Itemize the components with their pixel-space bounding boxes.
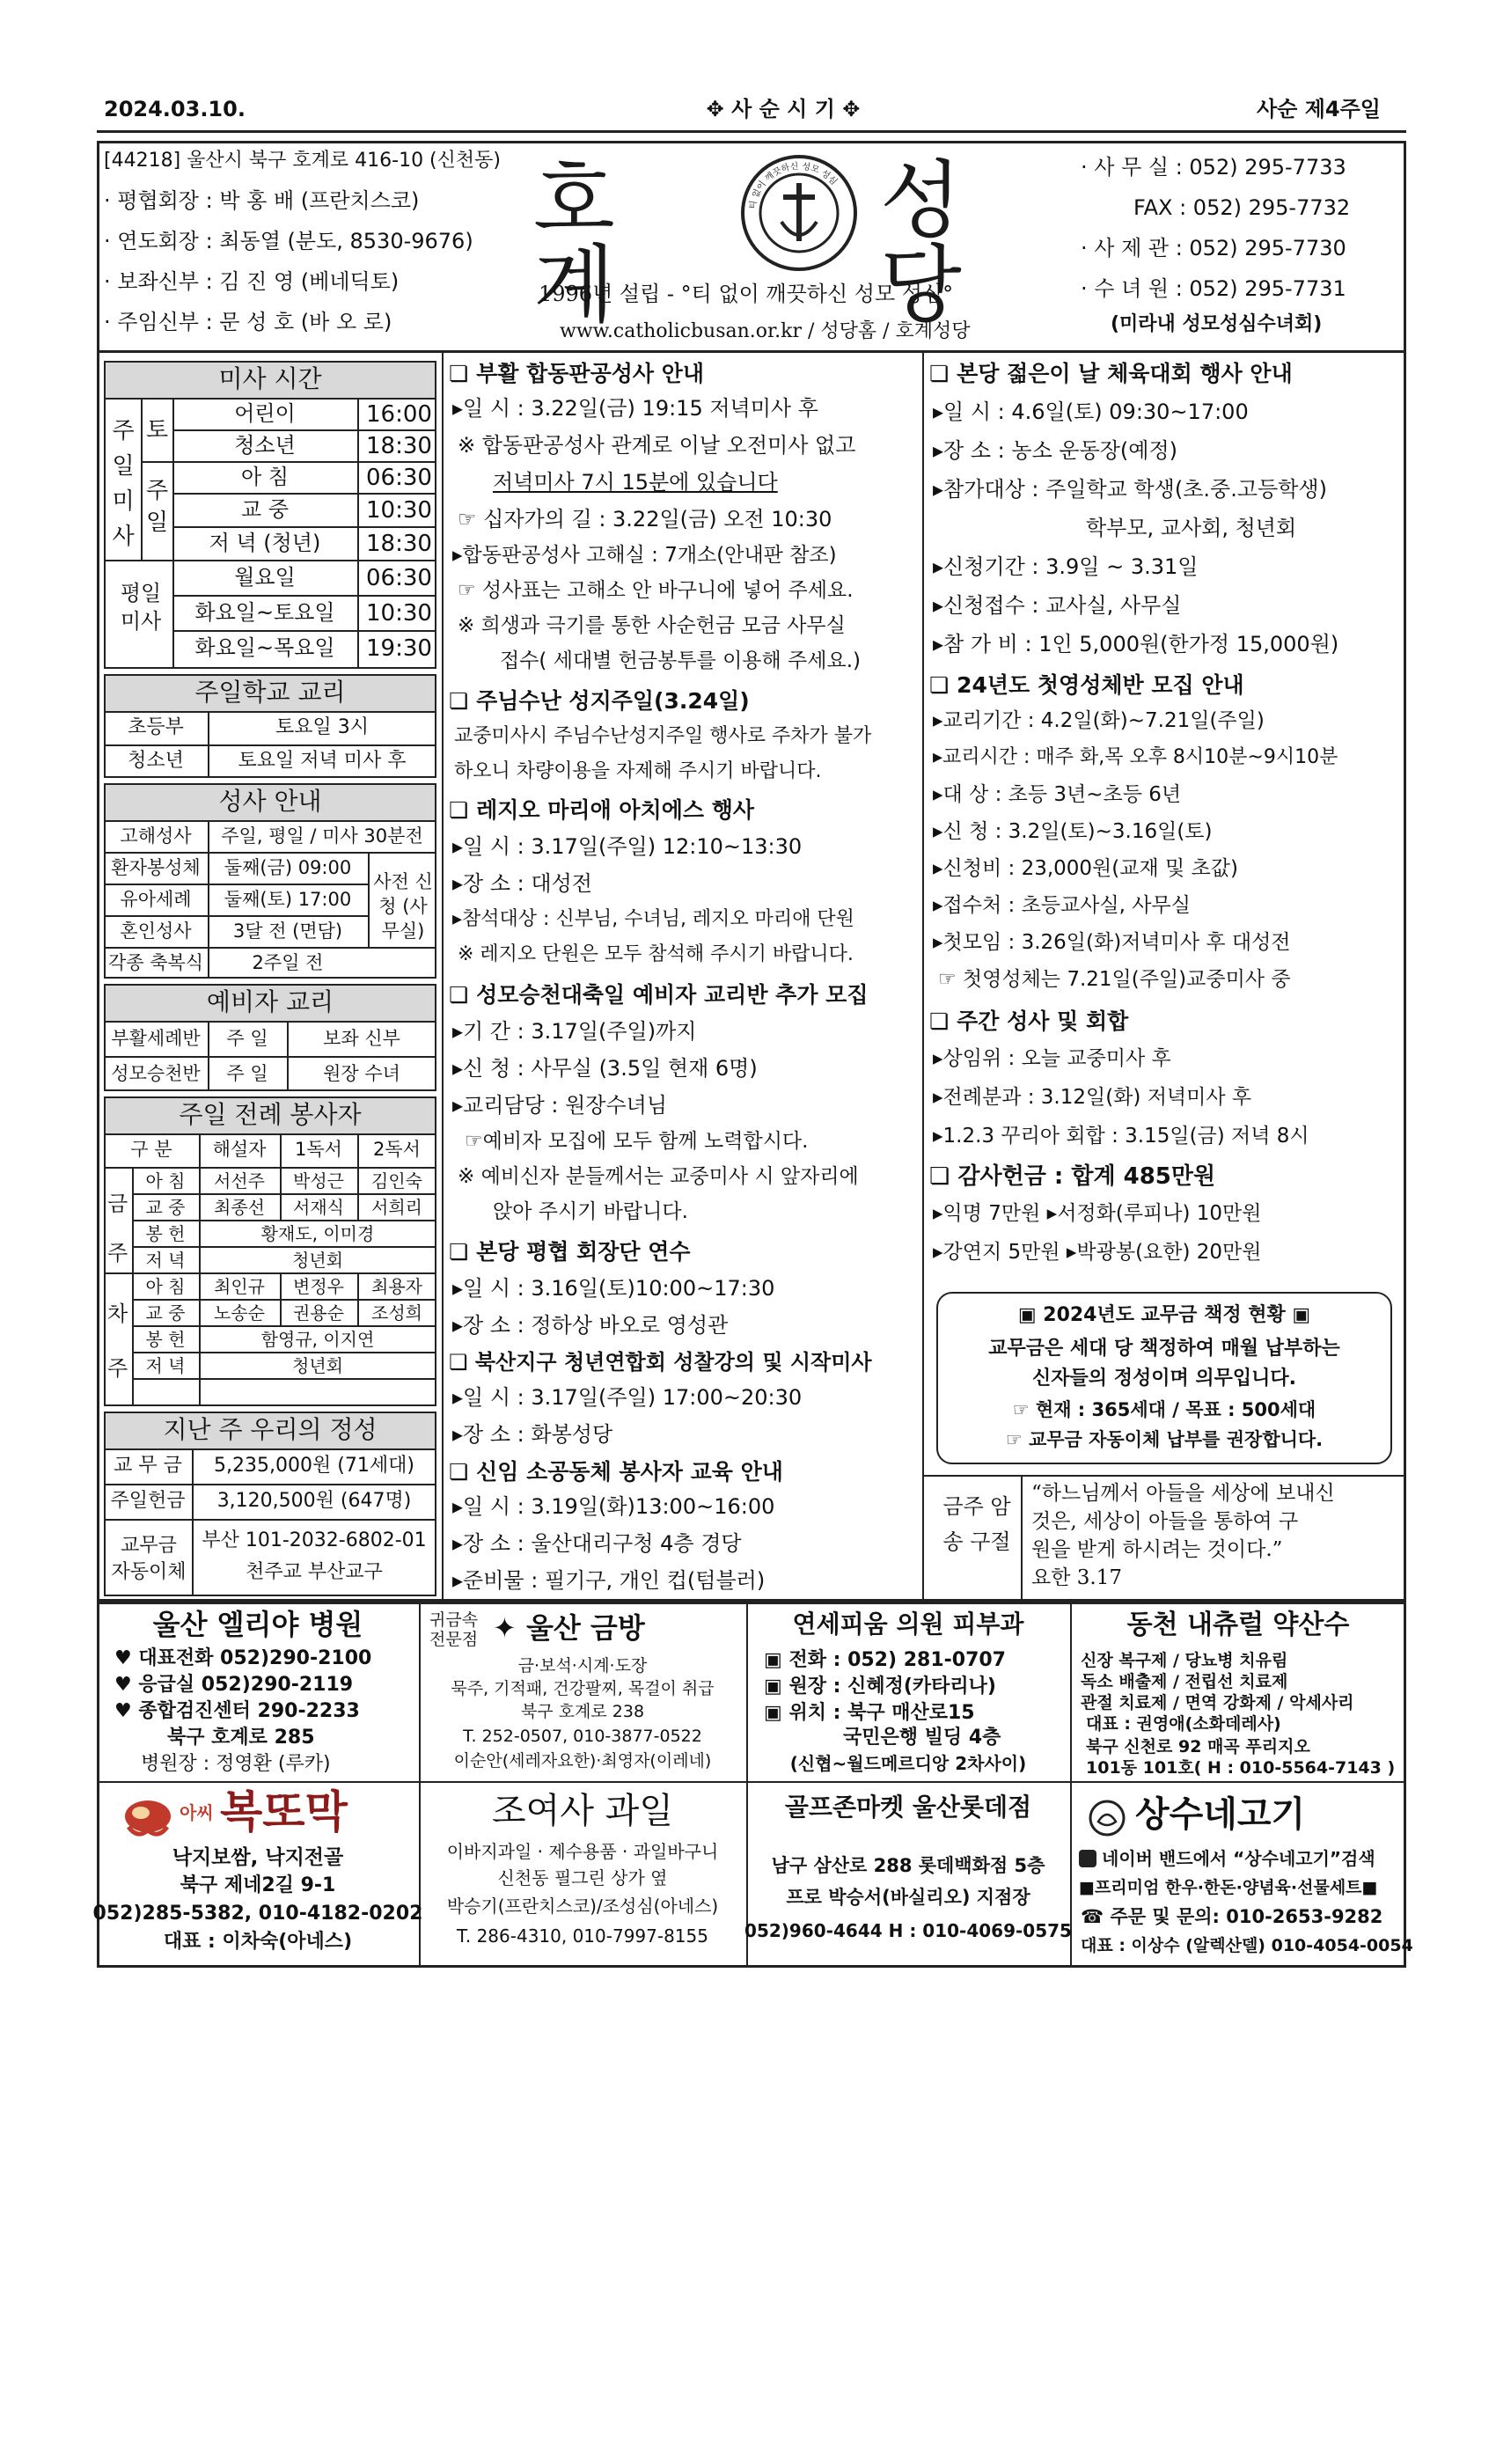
contact-rectory: · 사 제 관 : 052) 295-7730 bbox=[1081, 236, 1346, 260]
title-right: 성당 bbox=[880, 151, 962, 334]
right-0-line-4: ▸신청기간 : 3.9일 ~ 3.31일 bbox=[933, 554, 1199, 579]
ad-clinic-line-3: 국민은행 빌딩 4층 bbox=[843, 1727, 1001, 1749]
ad-golf-line-1: 프로 박승서(바실리오) 지점장 bbox=[786, 1887, 1030, 1908]
meat-logo-icon bbox=[1088, 1799, 1126, 1837]
convent-name: (미라내 성모성심수녀회) bbox=[1111, 313, 1323, 335]
lit-w2-am-c: 최인규 bbox=[214, 1276, 265, 1297]
cat-easter-teacher: 보좌 신부 bbox=[323, 1028, 400, 1049]
lit-w1-am-r2: 김인숙 bbox=[371, 1170, 422, 1192]
staff-2: · 연도회장 : 최동열 (분도, 8530-9676) bbox=[104, 229, 473, 253]
finance-title: 지난 주 우리의 정성 bbox=[163, 1415, 378, 1444]
lit-w2-main-c: 노송순 bbox=[214, 1302, 265, 1324]
ad-hospital-title: 울산 엘리야 병원 bbox=[152, 1608, 363, 1641]
lit-w1-main-c: 최종선 bbox=[214, 1197, 265, 1218]
ad-water-title: 동천 내츄럴 약산수 bbox=[1126, 1610, 1350, 1640]
ad-water-line-0: 신장 복구제 / 당뇨병 치유림 bbox=[1081, 1651, 1288, 1670]
ad-restaurant-line-0: 낙지보쌈, 낙지전골 bbox=[172, 1846, 344, 1869]
mass-evening-time: 18:30 bbox=[366, 531, 432, 557]
fin-tithe-label: 교 무 금 bbox=[114, 1455, 182, 1477]
verse-label: 금주 암송 구절 bbox=[942, 1494, 1011, 1554]
ad-hospital-line-1: ♥ 응급실 052)290-2119 bbox=[114, 1674, 354, 1696]
lit-w2-am-r1: 변정우 bbox=[293, 1276, 344, 1297]
contact-fax: FAX : 052) 295-7732 bbox=[1133, 195, 1351, 220]
ad-water-line-4: 북구 신천로 92 매곡 푸리지오 bbox=[1086, 1737, 1310, 1756]
mid-2-line-1: ▸장 소 : 대성전 bbox=[452, 871, 592, 896]
fin-auto-bank: 천주교 부산교구 bbox=[246, 1561, 383, 1583]
mid-0-line-7: 접수( 세대별 헌금봉투를 이용해 주세요.) bbox=[500, 649, 861, 672]
lit-w1-main: 교 중 bbox=[145, 1197, 186, 1218]
right-1-line-2: ▸대 상 : 초등 3년~초등 6년 bbox=[933, 783, 1182, 806]
lit-head-div: 구 분 bbox=[130, 1139, 172, 1160]
ad-water-line-1: 독소 배출제 / 전립선 치료제 bbox=[1081, 1672, 1288, 1691]
mid-5-line-0: ▸일 시 : 3.17일(주일) 17:00~20:30 bbox=[452, 1385, 803, 1410]
mid-5-line-1: ▸장 소 : 화봉성당 bbox=[452, 1422, 613, 1447]
lit-w1-offer: 황재도, 이미경 bbox=[260, 1223, 375, 1244]
mid-2-heading: ❏ 레지오 마리애 아치에스 행사 bbox=[449, 797, 755, 823]
ad-meat-line-1: ■프리미엄 한우·한돈·양념육·선물세트■ bbox=[1079, 1878, 1378, 1897]
cat-assumption-teacher: 원장 수녀 bbox=[323, 1063, 400, 1084]
octopus-logo-icon bbox=[120, 1797, 176, 1841]
ad-golf-line-0: 남구 삼산로 288 롯데백화점 5층 bbox=[771, 1855, 1045, 1876]
right-2-line-0: ▸상임위 : 오늘 교중미사 후 bbox=[933, 1047, 1171, 1070]
sunday-mass-label: 주일미사 bbox=[112, 418, 135, 550]
fin-tithe-amount: 5,235,000원 (71세대) bbox=[214, 1455, 414, 1477]
sacr-baptism-time: 둘째(토) 17:00 bbox=[224, 889, 352, 910]
sacr-confession-time: 주일, 평일 / 미사 30분전 bbox=[221, 825, 423, 847]
liturgy-title: 주일 전례 봉사자 bbox=[179, 1100, 362, 1129]
lit-head-commentator: 해설자 bbox=[212, 1139, 267, 1160]
right-1-line-4: ▸신청비 : 23,000원(교재 및 초값) bbox=[933, 857, 1238, 880]
sacr-sick-time: 둘째(금) 09:00 bbox=[224, 857, 352, 878]
staff-4: · 주임신부 : 문 성 호 (바 오 로) bbox=[104, 310, 392, 334]
right-2-line-2: ▸1.2.3 꾸리아 회합 : 3.15일(금) 저녁 8시 bbox=[933, 1125, 1309, 1148]
mid-0-heading: ❏ 부활 합동판공성사 안내 bbox=[449, 361, 705, 386]
mass-youth: 청소년 bbox=[234, 433, 296, 458]
ad-water-line-5: 101동 101호( H : 010-5564-7143 ) bbox=[1086, 1758, 1396, 1778]
lit-w1-am: 아 침 bbox=[145, 1170, 186, 1192]
ad-water-line-2: 관절 치료제 / 면역 강화제 / 악세사리 bbox=[1081, 1693, 1354, 1712]
fin-offer-label: 주일헌금 bbox=[110, 1490, 186, 1512]
ad-water-line-3: 대표 : 권영애(소화데레사) bbox=[1086, 1714, 1281, 1734]
ad-meat-title: 상수네고기 bbox=[1135, 1793, 1306, 1835]
lit-w2-offer-label: 봉 헌 bbox=[145, 1329, 186, 1350]
mass-title: 미사 시간 bbox=[218, 364, 322, 393]
right-2-line-1: ▸전례분과 : 3.12일(화) 저녁미사 후 bbox=[933, 1086, 1252, 1109]
mid-6-line-2: ▸준비물 : 필기구, 개인 컵(텀블러) bbox=[452, 1568, 766, 1593]
mid-0-line-2: 저녁미사 7시 15분에 있습니다 bbox=[493, 470, 778, 495]
right-1-line-5: ▸접수처 : 초등교사실, 사무실 bbox=[933, 894, 1191, 917]
cat-easter: 부활세례반 bbox=[111, 1028, 201, 1049]
right-0-line-1: ▸장 소 : 농소 운동장(예정) bbox=[933, 438, 1178, 463]
mass-morning: 아 침 bbox=[241, 465, 289, 489]
lit-w2-main: 교 중 bbox=[145, 1302, 186, 1324]
right-0-line-2: ▸참가대상 : 주일학교 학생(초.중.고등학생) bbox=[933, 477, 1327, 502]
lit-w1-main-r2: 서희리 bbox=[371, 1197, 422, 1218]
mid-6-line-0: ▸일 시 : 3.19일(화)13:00~16:00 bbox=[452, 1494, 775, 1519]
cat-easter-day: 주 일 bbox=[226, 1028, 268, 1049]
ad-hospital-line-4: 병원장 : 정영환 (루카) bbox=[141, 1753, 331, 1775]
sacr-blessing-time: 2주일 전 bbox=[252, 952, 324, 973]
mass-main: 교 중 bbox=[241, 497, 289, 522]
ad-fruit-title: 조여사 과일 bbox=[492, 1791, 673, 1831]
ad-restaurant-line-3: 대표 : 이차숙(아네스) bbox=[163, 1931, 353, 1953]
mid-2-line-3: ※ 레지오 단원은 모두 참석해 주시기 바랍니다. bbox=[458, 943, 854, 965]
ad-fruit-line-1: 신천동 필그린 상가 옆 bbox=[497, 1867, 668, 1888]
mid-3-line-1: ▸신 청 : 사무실 (3.5일 현재 6명) bbox=[452, 1056, 758, 1081]
verse-line-3: 요한 3.17 bbox=[1031, 1566, 1122, 1589]
ad-golf-line-2: 052)960-4644 H : 010-4069-0575 bbox=[744, 1920, 1072, 1941]
mass-children: 어린이 bbox=[234, 401, 296, 426]
right-3-heading: ❏ 감사헌금 : 합계 485만원 bbox=[929, 1163, 1216, 1190]
saturday-label: 토 bbox=[146, 417, 169, 444]
ad-restaurant-line-1: 북구 제네2길 9-1 bbox=[180, 1874, 336, 1896]
sacr-confession: 고해성사 bbox=[120, 825, 192, 847]
ad-meat-line-2: ☎ 주문 및 문의: 010-2653-9282 bbox=[1081, 1906, 1383, 1927]
tithe-title: ▣ 2024년도 교무금 책정 현황 ▣ bbox=[1017, 1304, 1311, 1326]
cat-assumption: 성모승천반 bbox=[111, 1063, 201, 1084]
mid-0-line-5: ☞ 성사표는 고해소 안 바구니에 넣어 주세요. bbox=[458, 579, 854, 602]
right-0-line-0: ▸일 시 : 4.6일(토) 09:30~17:00 bbox=[933, 400, 1249, 424]
weekday-tue-thu-time: 19:30 bbox=[366, 635, 432, 662]
contact-convent: · 수 녀 원 : 052) 295-7731 bbox=[1081, 276, 1346, 301]
lit-w2-main-r2: 조성희 bbox=[371, 1302, 422, 1324]
website[interactable]: www.catholicbusan.or.kr / 성당홈 / 호계성당 bbox=[560, 320, 971, 342]
staff-3: · 보좌신부 : 김 진 영 (베네딕토) bbox=[104, 269, 400, 294]
school-youth-time: 토요일 저녁 미사 후 bbox=[238, 750, 407, 772]
right-3-line-0: ▸익명 7만원 ▸서정화(루피나) 10만원 bbox=[933, 1202, 1262, 1225]
mid-4-line-0: ▸일 시 : 3.16일(토)10:00~17:30 bbox=[452, 1276, 775, 1301]
right-1-line-1: ▸교리시간 : 매주 화,목 오후 8시10분~9시10분 bbox=[933, 746, 1338, 768]
school-youth: 청소년 bbox=[128, 750, 184, 772]
issue-date: 2024.03.10. bbox=[104, 97, 246, 121]
tithe-line-3: ☞ 교무금 자동이체 납부를 권장합니다. bbox=[1005, 1429, 1324, 1450]
ad-meat-line-0: 네이버 밴드에서 “상수네고기”검색 bbox=[1102, 1848, 1375, 1869]
mass-children-time: 16:00 bbox=[366, 401, 432, 428]
mid-3-line-2: ▸교리담당 : 원장수녀님 bbox=[452, 1093, 668, 1118]
mid-3-heading: ❏ 성모승천대축일 예비자 교리반 추가 모집 bbox=[449, 982, 869, 1008]
mass-youth-time: 18:30 bbox=[366, 433, 432, 459]
mid-5-heading: ❏ 북산지구 청년연합회 성찰강의 및 시작미사 bbox=[449, 1350, 872, 1375]
ad-clinic-line-0: ▣ 전화 : 052) 281-0707 bbox=[764, 1649, 1006, 1671]
right-3-line-1: ▸강연지 5만원 ▸박광봉(요한) 20만원 bbox=[933, 1241, 1262, 1264]
weekday-mon: 월요일 bbox=[234, 565, 296, 590]
mid-6-line-1: ▸장 소 : 울산대리구청 4층 경당 bbox=[452, 1531, 742, 1556]
mid-3-line-3: ☞예비자 모집에 모두 함께 노력합시다. bbox=[465, 1130, 809, 1153]
sunday-label: 주일 bbox=[146, 478, 169, 536]
title-left: 호계 bbox=[533, 151, 615, 334]
fin-offer-amount: 3,120,500원 (647명) bbox=[216, 1490, 412, 1512]
right-0-line-5: ▸신청접수 : 교사실, 사무실 bbox=[933, 593, 1182, 618]
founded: 1996년 설립 - °티 없이 깨끗하신 성모 성심° bbox=[539, 282, 954, 306]
lit-w1-am-c: 서선주 bbox=[214, 1170, 265, 1192]
mid-2-line-0: ▸일 시 : 3.17일(주일) 12:10~13:30 bbox=[452, 834, 803, 859]
weekday-mon-time: 06:30 bbox=[366, 565, 432, 591]
right-0-heading: ❏ 본당 젊은이 날 체육대회 행사 안내 bbox=[929, 361, 1293, 386]
tithe-line-0: 교무금은 세대 당 책정하여 매월 납부하는 bbox=[988, 1338, 1340, 1360]
sacr-baptism: 유아세례 bbox=[120, 889, 192, 910]
ad-clinic-line-1: ▣ 원장 : 신혜정(카타리나) bbox=[764, 1676, 996, 1698]
fin-auto-label: 교무금 자동이체 bbox=[111, 1535, 187, 1583]
ad-hospital-line-0: ♥ 대표전화 052)290-2100 bbox=[114, 1647, 372, 1669]
weekday-mass-label: 평일미사 bbox=[120, 581, 162, 634]
lit-head-reading1: 1독서 bbox=[295, 1139, 342, 1160]
weekday-tue-sat-time: 10:30 bbox=[366, 600, 432, 627]
ad-fruit-line-2: 박승기(프란치스코)/조성심(아네스) bbox=[446, 1896, 719, 1917]
fin-auto-account: 부산 101-2032-6802-01 bbox=[202, 1529, 427, 1551]
lit-head-reading2: 2독서 bbox=[373, 1139, 421, 1160]
lit-next-week: 차주 bbox=[107, 1302, 128, 1381]
ad-restaurant-title: 복또막 bbox=[220, 1786, 348, 1837]
right-1-line-7: ☞ 첫영성체는 7.21일(주일)교중미사 중 bbox=[938, 968, 1291, 991]
ad-gold-line-4: 이순안(세레자요한)·최영자(이레네) bbox=[453, 1751, 712, 1771]
emblem-text: 티 없이 깨끗하신 성모 성심 bbox=[748, 161, 839, 210]
lit-w2-main-r1: 권용순 bbox=[293, 1302, 344, 1324]
mid-3-line-4: ※ 예비신자 분들께서는 교중미사 시 앞자리에 bbox=[458, 1165, 859, 1188]
right-2-heading: ❏ 주간 성사 및 회합 bbox=[929, 1008, 1129, 1034]
liturgical-season: ✥ 사 순 시 기 ✥ bbox=[706, 97, 861, 121]
weekday-tue-sat: 화요일~토요일 bbox=[194, 600, 335, 625]
mass-main-time: 10:30 bbox=[366, 497, 432, 524]
ad-gold-pre: 귀금속 전문점 bbox=[429, 1610, 479, 1649]
mid-6-heading: ❏ 신임 소공동체 봉사자 교육 안내 bbox=[449, 1459, 783, 1485]
ad-restaurant-pre: 아씨 bbox=[180, 1802, 214, 1823]
mid-0-line-1: ※ 합동판공성사 관계로 이날 오전미사 없고 bbox=[458, 433, 856, 458]
sacr-marriage-time: 3달 전 (면담) bbox=[232, 920, 343, 942]
mid-3-line-5: 앉아 주시기 바랍니다. bbox=[493, 1200, 688, 1223]
mid-0-line-3: ☞ 십자가의 길 : 3.22일(금) 오전 10:30 bbox=[458, 507, 832, 532]
right-1-line-0: ▸교리기간 : 4.2일(화)~7.21일(주일) bbox=[933, 709, 1265, 732]
weekday-tue-thu: 화요일~목요일 bbox=[194, 635, 335, 660]
right-0-line-6: ▸참 가 비 : 1인 5,000원(한가정 15,000원) bbox=[933, 632, 1339, 656]
right-1-line-3: ▸신 청 : 3.2일(토)~3.16일(토) bbox=[933, 820, 1213, 843]
school-elem: 초등부 bbox=[128, 716, 184, 738]
sacr-sick: 환자봉성체 bbox=[111, 857, 201, 878]
ad-gold-line-0: 금·보석·시계·도장 bbox=[517, 1656, 648, 1676]
contact-office: · 사 무 실 : 052) 295-7733 bbox=[1081, 155, 1346, 180]
ad-fruit-line-3: T. 286-4310, 010-7997-8155 bbox=[457, 1925, 708, 1947]
mid-0-line-4: ▸합동판공성사 고해실 : 7개소(안내판 참조) bbox=[452, 544, 837, 567]
sacrament-title: 성사 안내 bbox=[218, 787, 322, 816]
mid-4-line-1: ▸장 소 : 정하상 바오로 영성관 bbox=[452, 1313, 729, 1338]
mass-evening: 저 녁 (청년) bbox=[209, 531, 321, 555]
right-0-line-3: 학부모, 교사회, 청년회 bbox=[1086, 516, 1297, 540]
sacr-marriage: 혼인성사 bbox=[120, 920, 192, 942]
mid-0-line-6: ※ 희생과 극기를 통한 사순헌금 모금 사무실 bbox=[458, 614, 846, 637]
mid-3-line-0: ▸기 간 : 3.17일(주일)까지 bbox=[452, 1019, 697, 1044]
ad-fruit-line-0: 이바지과일 · 제수용품 · 과일바구니 bbox=[446, 1841, 719, 1862]
ad-restaurant-line-2: 052)285-5382, 010-4182-0202 bbox=[92, 1903, 423, 1925]
ad-meat-line-3: 대표 : 이상수 (알렉산델) 010-4054-0054 bbox=[1081, 1936, 1413, 1955]
right-1-line-6: ▸첫모임 : 3.26일(화)저녁미사 후 대성전 bbox=[933, 931, 1291, 954]
lit-w1-am-r1: 박성근 bbox=[293, 1170, 344, 1192]
ad-gold-line-1: 묵주, 기적패, 건강팔찌, 목걸이 취급 bbox=[451, 1679, 715, 1698]
ad-clinic-line-4: (신협~월드메르디앙 2차사이) bbox=[789, 1753, 1027, 1774]
catechumen-title: 예비자 교리 bbox=[206, 987, 334, 1016]
mid-0-line-0: ▸일 시 : 3.22일(금) 19:15 저녁미사 후 bbox=[452, 396, 818, 421]
cat-assumption-day: 주 일 bbox=[226, 1063, 268, 1084]
mid-4-heading: ❏ 본당 평협 회장단 연수 bbox=[449, 1239, 691, 1265]
lit-w1-eve-label: 저 녁 bbox=[145, 1250, 186, 1271]
tithe-line-2: ☞ 현재 : 365세대 / 목표 : 500세대 bbox=[1012, 1399, 1316, 1420]
lit-w1-main-r1: 서재식 bbox=[293, 1197, 344, 1218]
mid-1-line-1: 하오니 차량이용을 자제해 주시기 바랍니다. bbox=[454, 760, 822, 782]
mid-2-line-2: ▸참석대상 : 신부님, 수녀님, 레지오 마리애 단원 bbox=[452, 908, 854, 930]
mid-1-line-0: 교중미사시 주님수난성지주일 행사로 주차가 불가 bbox=[454, 725, 872, 747]
verse-line-2: 원을 받게 하시려는 것이다.” bbox=[1031, 1538, 1283, 1561]
address: [44218] 울산시 북구 호계로 416-10 (신천동) bbox=[104, 150, 501, 172]
sacr-blessing: 각종 축복식 bbox=[107, 952, 204, 973]
lit-w2-offer: 함영규, 이지연 bbox=[260, 1329, 375, 1350]
school-elem-time: 토요일 3시 bbox=[275, 716, 369, 738]
ad-clinic-title: 연세피움 의원 피부과 bbox=[792, 1610, 1024, 1639]
ad-hospital-line-2: ♥ 종합검진센터 290-2233 bbox=[114, 1700, 360, 1722]
week-label: 사순 제4주일 bbox=[1257, 97, 1381, 121]
band-icon bbox=[1079, 1850, 1096, 1867]
verse-line-1: 것은, 세상이 아들을 통하여 구 bbox=[1031, 1510, 1299, 1533]
school-title: 주일학교 교리 bbox=[194, 678, 346, 707]
tithe-line-1: 신자들의 정성이며 의무입니다. bbox=[1032, 1368, 1296, 1390]
ad-gold-line-3: T. 252-0507, 010-3877-0522 bbox=[463, 1727, 702, 1746]
ad-gold-line-2: 북구 호계로 238 bbox=[520, 1702, 645, 1721]
lit-w1-eve: 청년회 bbox=[292, 1250, 343, 1271]
lit-w2-am: 아 침 bbox=[145, 1276, 186, 1297]
lit-w1-offer-label: 봉 헌 bbox=[145, 1223, 186, 1244]
lit-w2-eve: 청년회 bbox=[292, 1355, 343, 1376]
staff-1: · 평협회장 : 박 홍 배 (프란치스코) bbox=[104, 188, 420, 213]
ad-gold-title: ✦ 울산 금방 bbox=[493, 1611, 645, 1645]
ad-clinic-line-2: ▣ 위치 : 북구 매산로15 bbox=[764, 1702, 975, 1724]
right-1-heading: ❏ 24년도 첫영성체반 모집 안내 bbox=[929, 672, 1244, 698]
lit-this-week: 금주 bbox=[107, 1192, 128, 1265]
ad-golf-title: 골프존마켓 울산롯데점 bbox=[784, 1793, 1032, 1822]
lit-w2-am-r2: 최용자 bbox=[371, 1276, 422, 1297]
mid-1-heading: ❏ 주님수난 성지주일(3.24일) bbox=[449, 688, 750, 714]
mass-morning-time: 06:30 bbox=[366, 465, 432, 491]
ad-hospital-line-3: 북구 호계로 285 bbox=[167, 1727, 315, 1749]
lit-w2-eve-label: 저 녁 bbox=[145, 1355, 186, 1376]
sacr-note: 사전 신청 (사무실) bbox=[373, 871, 433, 942]
verse-line-0: “하느님께서 아들을 세상에 보내신 bbox=[1031, 1482, 1335, 1505]
